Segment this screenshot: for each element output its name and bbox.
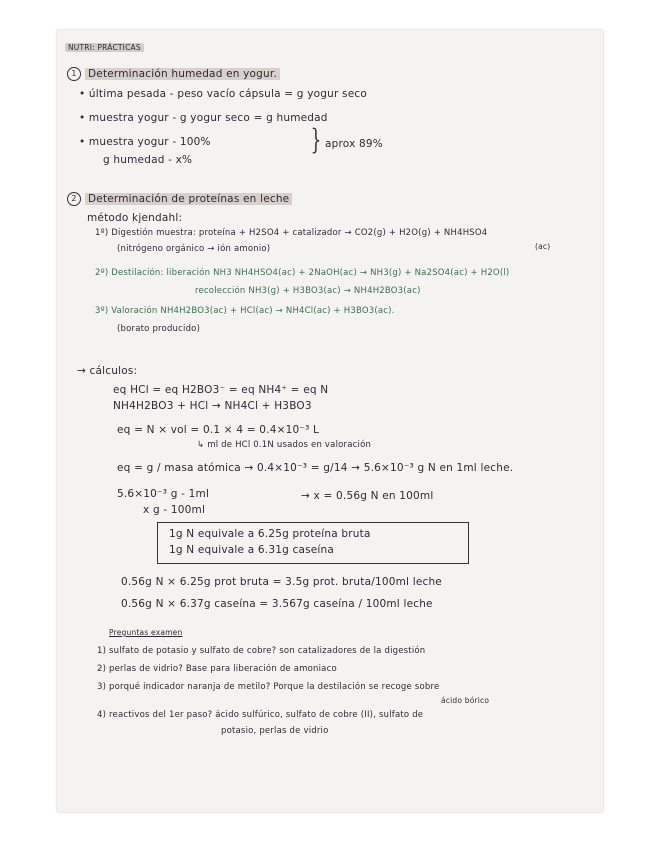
step1-note: (nitrógeno orgánico → ión amonio) [117, 244, 271, 254]
conversion-line: 1g N equivale a 6.25g proteína bruta [169, 528, 371, 540]
question-line: 4) reactivos del 1er paso? ácido sulfúrico, sulfato de cobre (II), sulfato de [97, 710, 424, 720]
section1-line: • muestra yogur - 100% [79, 136, 211, 148]
section1-result: aprox 89% [325, 138, 383, 150]
calc-line: 5.6×10⁻³ g - 1ml [117, 488, 210, 500]
section1-line: • muestra yogur - g yogur seco = g humedad [79, 112, 328, 124]
step1-line: 1º) Digestión muestra: proteína + H2SO4 + catalizador → CO2(g) + H2O(g) + NH4HSO4 [95, 228, 488, 238]
question-line: potasio, perlas de vidrio [221, 726, 329, 736]
section1-line: • última pesada - peso vacío cápsula = g yogur seco [79, 88, 367, 100]
calc-line: NH4H2BO3 + HCl → NH4Cl + H3BO3 [113, 400, 312, 412]
section1-line: g humedad - x% [103, 154, 193, 166]
calc-line: → x = 0.56g N en 100ml [301, 490, 434, 502]
question-line: ácido bórico [441, 696, 490, 705]
section2-title: 2 Determinación de proteínas en leche [67, 192, 292, 206]
result-line: 0.56g N × 6.25g prot bruta = 3.5g prot. bruta/100ml leche [121, 576, 442, 588]
method-label: método kjendahl: [87, 212, 183, 224]
conversion-line: 1g N equivale a 6.31g caseína [169, 544, 335, 556]
notebook-page [57, 30, 603, 812]
step3-line: 3º) Valoración NH4H2BO3(ac) + HCl(ac) → NH4Cl(ac) + H3BO3(ac). [95, 306, 395, 316]
questions-title: Preguntas examen [109, 628, 183, 637]
calc-line: x g - 100ml [143, 504, 206, 516]
calc-title: → cálculos: [77, 365, 138, 377]
question-line: 1) sulfato de potasio y sulfato de cobre? son catalizadores de la digestión [97, 646, 426, 656]
calc-line: eq = N × vol = 0.1 × 4 = 0.4×10⁻³ L [117, 424, 320, 436]
header-label: NUTRI: PRÁCTICAS [65, 43, 144, 52]
calc-line: eq = g / masa atómica → 0.4×10⁻³ = g/14 → 5.6×10⁻³ g N en 1ml leche. [117, 462, 514, 474]
step3-note: (borato producido) [117, 324, 201, 334]
section1-title: 1 Determinación humedad en yogur. [67, 67, 280, 81]
step2-line: 2º) Destilación: liberación NH3 NH4HSO4(ac) + 2NaOH(ac) → NH3(g) + Na2SO4(ac) + H2O(l) [95, 268, 510, 278]
question-line: 3) porqué indicador naranja de metilo? Porque la destilación se recoge sobre [97, 682, 440, 692]
brace-symbol: } [310, 123, 322, 156]
question-line: 2) perlas de vidrio? Base para liberación de amoniaco [97, 664, 337, 674]
result-line: 0.56g N × 6.37g caseína = 3.567g caseína / 100ml leche [121, 598, 433, 610]
calc-line: eq HCl = eq H2BO3⁻ = eq NH4⁺ = eq N [113, 384, 329, 396]
step2-recollection: recolección NH3(g) + H3BO3(ac) → NH4H2BO3(ac) [195, 286, 421, 296]
calc-note: ↳ ml de HCl 0.1N usados en valoración [197, 440, 372, 450]
step1-subscript: (ac) [535, 242, 551, 251]
